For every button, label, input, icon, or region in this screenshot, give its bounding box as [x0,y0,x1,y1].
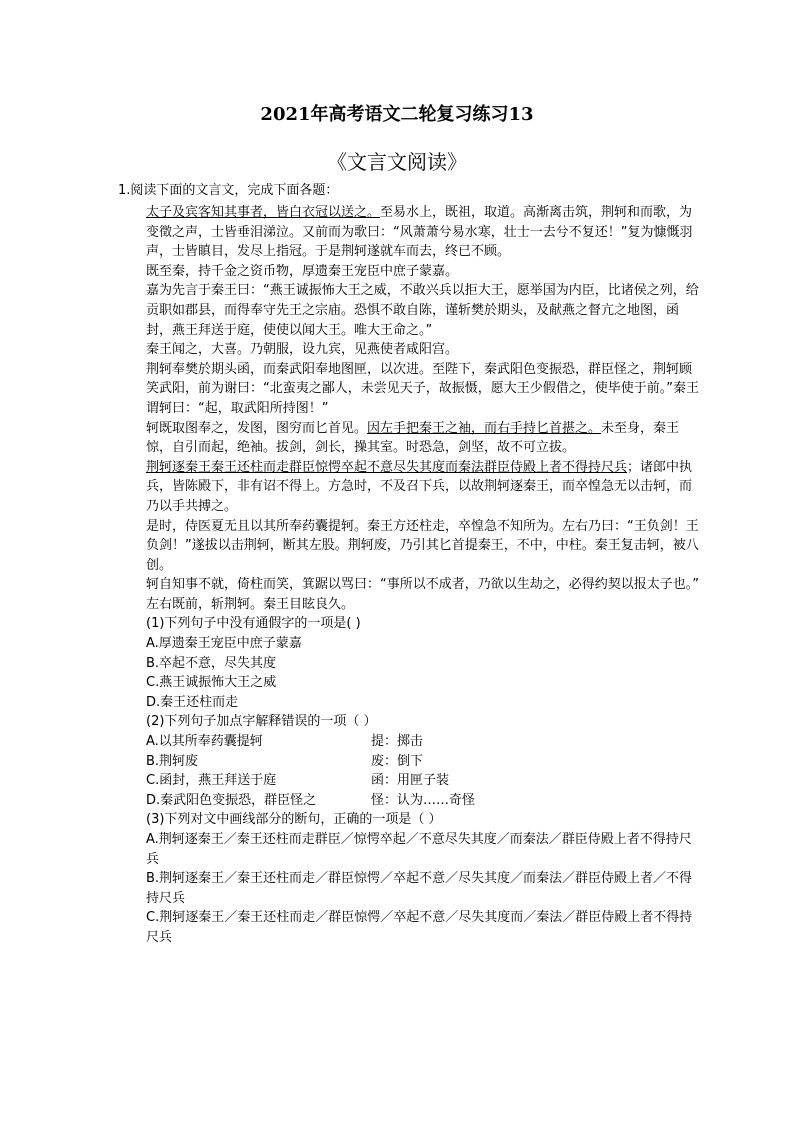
question-2-option: A.以其所奉药囊提轲 提：掷击 [146,734,424,750]
underlined-sentence: 荆轲逐秦王秦王还柱而走群臣惊愕卒起不意尽失其度而秦法群臣侍殿上者不得持尺兵 [146,459,628,475]
question-2-option: B.荆轲废 废：倒下 [146,753,424,769]
question-1-option: B.卒起不意，尽失其度 [146,655,277,671]
passage-paragraph-2: 既至秦，持千金之资币物，厚遗秦王宠臣中庶子蒙嘉。 [146,263,459,279]
document-title: 2021年高考语文二轮复习练习13 [260,104,534,125]
passage-paragraph-4: 秦王闻之，大喜。乃朝服，设九宾，见燕使者咸阳宫。 [146,342,459,358]
passage-paragraph-1: 太子及宾客知其事者，皆白衣冠以送之。至易水上，既祖，取道。高渐离击筑，荆轲和而歌，为变徵之声，士皆垂泪涕泣。又前而为歌曰：“风萧萧兮易水寒，壮士一去兮不复还！”复为慷慨羽声，士皆瞋目，发尽上指冠。于是荆轲遂就车而去，终已不顾。 [146,205,693,260]
passage-paragraph-6: 轲既取图奉之，发图，图穷而匕首见。因左手把秦王之袖，而右手持匕首揕之。未至身，秦王惊，自引而起，绝袖。拔剑，剑长，操其室。时恐急，剑坚，故不可立拔。 [146,420,680,456]
question-3-option: B.荆轲逐秦王／秦王还柱而走／群臣惊愕／卒起不意／尽失其度／而秦法／群臣侍殿上者／不得持尺兵 [146,871,693,906]
question-2-option: D.秦武阳色变振恐，群臣怪之 怪：认为……奇怪 [146,792,476,808]
passage-and-questions [146,203,700,948]
underlined-sentence: 因左手把秦王之袖，而右手持匕首揕之。 [367,420,602,436]
question-intro: 1.阅读下面的文言文，完成下面各题： [118,183,339,198]
document-subtitle: 《文言文阅读》 [327,150,467,174]
passage-paragraph-7: 荆轲逐秦王秦王还柱而走群臣惊愕卒起不意尽失其度而秦法群臣侍殿上者不得持尺兵；诸郎中执兵，皆陈殿下，非有诏不得上。方急时，不及召下兵，以故荆轲逐秦王，而卒惶急无以击轲，而乃以手共搏之。 [146,459,693,514]
passage-paragraph-9: 轲自知事不就，倚柱而笑，箕踞以骂曰：“事所以不成者，乃欲以生劫之，必得约契以报太子也。” [146,577,699,593]
passage-paragraph-10: 左右既前，斩荆轲。秦王目眩良久。 [146,596,355,612]
question-2-option: C.函封，燕王拜送于庭 函：用匣子装 [146,773,450,789]
question-1-option: D.秦王还柱而走 [146,694,239,710]
question-3-stem: (3)下列对文中画线部分的断句，正确的一项是（ ） [146,812,442,828]
question-1-option: C.燕王诚振怖大王之威 [146,675,277,691]
passage-paragraph-3: 嘉为先言于秦王曰：“燕王诚振怖大王之威，不敢兴兵以拒大王，愿举国为内臣，比诸侯之列，给贡职如郡县，而得奉守先王之宗庙。恐惧不敢自陈，谨斩樊於期头，及献燕之督亢之地图，函封，燕王拜送于庭，使使以闻大王。唯大王命之。” [146,283,699,338]
question-3-option: A.荆轲逐秦王／秦王还柱而走群臣／惊愕卒起／不意尽失其度／而秦法／群臣侍殿上者不得持尺兵 [146,832,692,867]
question-2-stem: (2)下列句子加点字解释错误的一项（ ） [146,714,377,730]
question-3-option: C.荆轲逐秦王／秦王还柱而走／群臣惊愕／卒起不意／尽失其度而／秦法／群臣侍殿上者不得持尺兵 [146,910,693,945]
passage-paragraph-5: 荆轲奉樊於期头函，而秦武阳奉地图匣，以次进。至陛下，秦武阳色变振恐，群臣怪之，荆轲顾笑武阳，前为谢曰：“北蛮夷之鄙人，未尝见天子，故振慑，愿大王少假借之，使毕使于前。”秦王谓轲曰：“起，取武阳所持图！” [146,361,699,416]
passage-paragraph-8: 是时，侍医夏无且以其所奉药囊提轲。秦王方还柱走，卒惶急不知所为。左右乃曰：“王负剑！王负剑！”遂拔以击荆轲，断其左股。荆轲废，乃引其匕首提秦王，不中，中柱。秦王复击轲，被八创。 [146,518,699,573]
question-1-option: A.厚遗秦王宠臣中庶子蒙嘉 [146,636,302,652]
underlined-sentence: 太子及宾客知其事者，皆白衣冠以送之。 [146,205,381,220]
question-1-stem: (1)下列句子中没有通假字的一项是( ) [146,616,361,632]
